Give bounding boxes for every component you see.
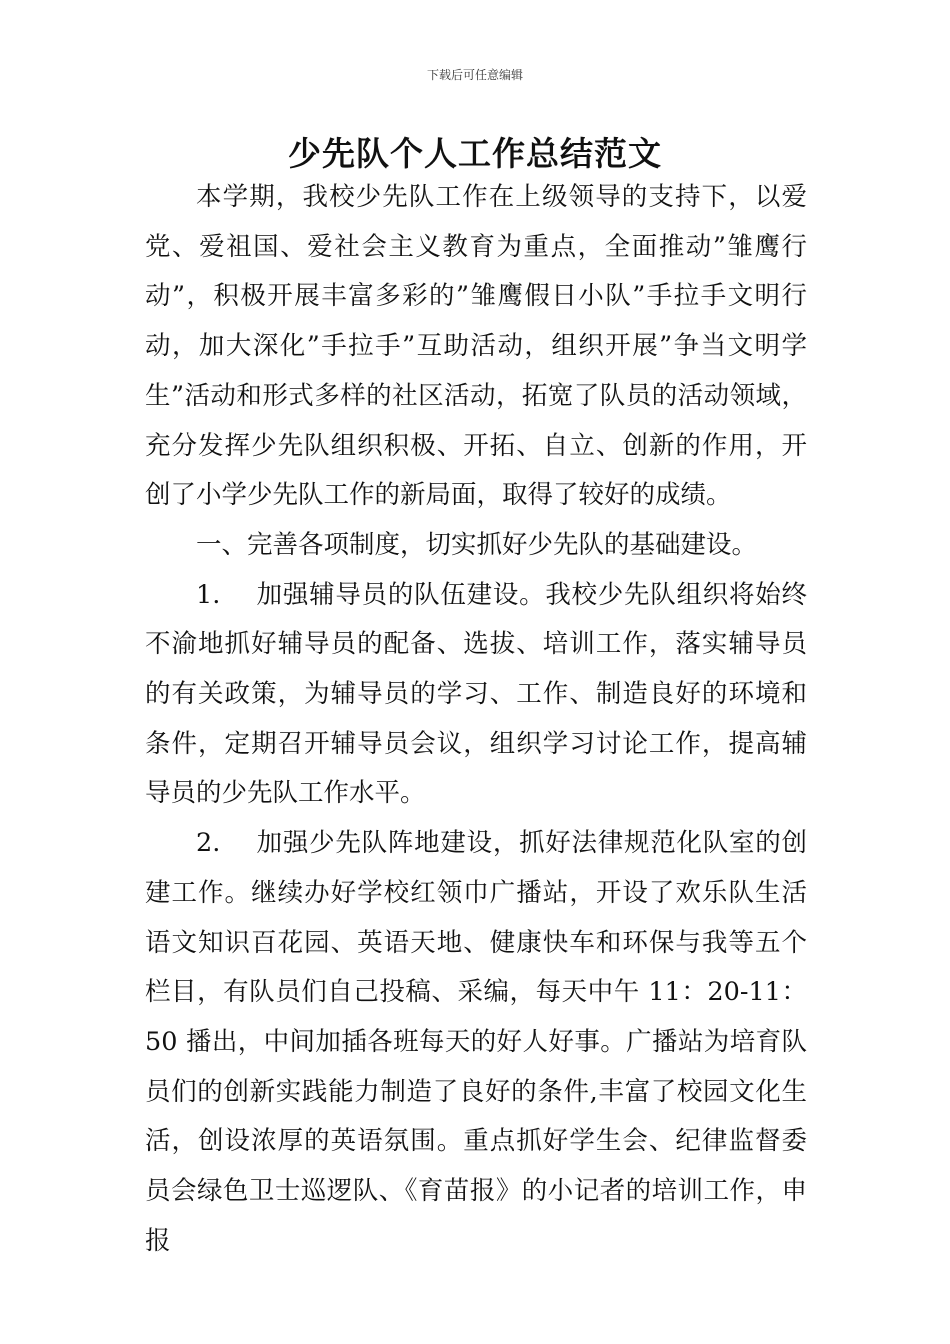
item-number: 2.: [196, 828, 221, 859]
document-title: 少先队个人工作总结范文: [288, 134, 662, 173]
paragraph-item-1: [145, 571, 807, 820]
paragraph-item-2: [145, 819, 807, 1266]
paragraph-intro: [145, 173, 807, 521]
paragraph-text: 加强少先队阵地建设，抓好法律规范化队室的创建工作。继续办好学校红领巾广播站，开设了欢乐队生活语文知识百花园、英语天地、健康快车和环保与我等五个栏目，有队员们自己投稿、采编，每天中午 11：20-11：50 播出，中间加插各班每天的好人好事。广播站为培育队员们的创新实践能力制造了良好的条件,丰富了校园文化生活，创设浓厚的英语氛围。重点抓好学生会、纪律监督委员会绿色卫士巡逻队、《育苗报》的小记者的培训工作，申报: [145, 828, 807, 1256]
paragraph-text: 加强辅导员的队伍建设。我校少先队组织将始终不渝地抓好辅导员的配备、选拔、培训工作，落实辅导员的有关政策，为辅导员的学习、工作、制造良好的环境和条件，定期召开辅导员会议，组织学习讨论工作，提高辅导员的少先队工作水平。: [145, 579, 807, 809]
paragraph-section-heading: [145, 521, 807, 571]
header-note: 下载后可任意编辑: [426, 68, 523, 82]
item-number: 1.: [196, 579, 221, 610]
paragraph-text: 本学期，我校少先队工作在上级领导的支持下，以爱党、爱祖国、爱社会主义教育为重点，全面推动”雏鹰行动”，积极开展丰富多彩的”雏鹰假日小队”手拉手文明行动，加大深化”手拉手”互助活动，组织开展”争当文明学生”活动和形式多样的社区活动，拓宽了队员的活动领域，充分发挥少先队组织积极、开拓、自立、创新的作用，开创了小学少先队工作的新局面，取得了较好的成绩。: [145, 182, 807, 511]
paragraph-text: 一、完善各项制度，切实抓好少先队的基础建设。: [196, 529, 758, 560]
document-body: [145, 173, 807, 1266]
